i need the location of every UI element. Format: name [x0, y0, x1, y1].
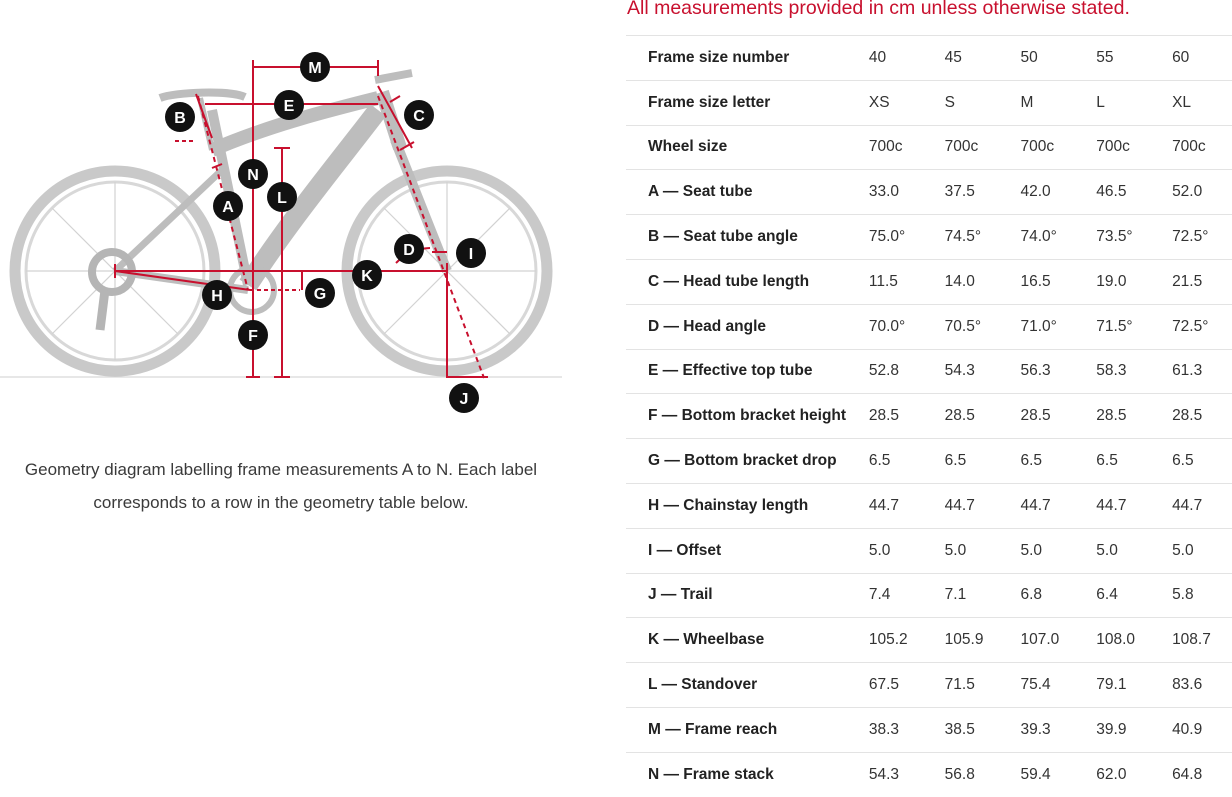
- callout-c: [404, 100, 434, 130]
- row-value: 44.7: [1172, 483, 1232, 528]
- geometry-row: [626, 125, 1232, 170]
- svg-text:F: F: [248, 328, 258, 345]
- row-value: 700c: [1020, 125, 1096, 170]
- row-value: 105.9: [945, 618, 1021, 663]
- row-value: 105.2: [869, 618, 945, 663]
- row-value: 50: [1020, 36, 1096, 81]
- row-value: 75.4: [1020, 663, 1096, 708]
- row-value: 6.5: [1172, 439, 1232, 484]
- geometry-row: [626, 483, 1232, 528]
- row-value: 19.0: [1096, 259, 1172, 304]
- row-value: XS: [869, 80, 945, 125]
- row-value: 42.0: [1020, 170, 1096, 215]
- row-value: 5.0: [1172, 528, 1232, 573]
- row-value: 6.5: [1020, 439, 1096, 484]
- geometry-row: [626, 439, 1232, 484]
- row-value: 61.3: [1172, 349, 1232, 394]
- row-value: 74.5°: [945, 215, 1021, 260]
- geometry-row: [626, 215, 1232, 260]
- row-value: S: [945, 80, 1021, 125]
- row-value: 700c: [869, 125, 945, 170]
- callout-n: [238, 159, 268, 189]
- svg-text:K: K: [361, 268, 373, 285]
- callout-m: [300, 52, 330, 82]
- row-value: 55: [1096, 36, 1172, 81]
- geometry-diagram-panel: [0, 0, 600, 781]
- row-label: J — Trail: [626, 573, 869, 618]
- row-value: 70.0°: [869, 304, 945, 349]
- callout-e: [274, 90, 304, 120]
- geometry-row: [626, 573, 1232, 618]
- row-value: 40.9: [1172, 707, 1232, 752]
- row-label: G — Bottom bracket drop: [626, 439, 869, 484]
- bike-geometry-diagram: [0, 30, 570, 420]
- geometry-table: [626, 35, 1232, 797]
- svg-text:M: M: [308, 60, 321, 77]
- row-value: 5.0: [1096, 528, 1172, 573]
- row-value: 60: [1172, 36, 1232, 81]
- svg-text:C: C: [413, 108, 425, 125]
- diagram-caption: [0, 453, 562, 519]
- callout-k: [352, 260, 382, 290]
- svg-text:E: E: [284, 98, 295, 115]
- row-value: 54.3: [945, 349, 1021, 394]
- row-value: 52.0: [1172, 170, 1232, 215]
- geometry-row: [626, 36, 1232, 81]
- row-value: 6.5: [1096, 439, 1172, 484]
- geometry-row: [626, 170, 1232, 215]
- row-value: 79.1: [1096, 663, 1172, 708]
- row-value: 46.5: [1096, 170, 1172, 215]
- row-value: 700c: [945, 125, 1021, 170]
- geometry-row: [626, 707, 1232, 752]
- callout-j: [449, 383, 479, 413]
- row-value: 5.0: [945, 528, 1021, 573]
- row-value: 7.4: [869, 573, 945, 618]
- row-value: 40: [869, 36, 945, 81]
- geometry-row: [626, 752, 1232, 797]
- row-value: 73.5°: [1096, 215, 1172, 260]
- row-value: 5.0: [869, 528, 945, 573]
- row-value: 16.5: [1020, 259, 1096, 304]
- row-value: 37.5: [945, 170, 1021, 215]
- caption-line-1: Geometry diagram labelling frame measurements A to N. Each label: [0, 453, 562, 486]
- row-value: 14.0: [945, 259, 1021, 304]
- svg-text:H: H: [211, 288, 223, 305]
- geometry-row: [626, 618, 1232, 663]
- svg-text:I: I: [469, 246, 473, 263]
- callout-d: [394, 234, 424, 264]
- row-value: 28.5: [1172, 394, 1232, 439]
- row-value: 70.5°: [945, 304, 1021, 349]
- row-value: 33.0: [869, 170, 945, 215]
- row-value: 108.0: [1096, 618, 1172, 663]
- callout-l: [267, 182, 297, 212]
- row-label: E — Effective top tube: [626, 349, 869, 394]
- geometry-row: [626, 528, 1232, 573]
- callout-b: [165, 102, 195, 132]
- row-value: 39.3: [1020, 707, 1096, 752]
- geometry-row: [626, 80, 1232, 125]
- row-value: 83.6: [1172, 663, 1232, 708]
- derailleur: [100, 290, 105, 330]
- row-label: B — Seat tube angle: [626, 215, 869, 260]
- handlebar: [375, 73, 412, 80]
- row-value: 71.0°: [1020, 304, 1096, 349]
- row-value: 72.5°: [1172, 304, 1232, 349]
- row-value: 62.0: [1096, 752, 1172, 797]
- row-value: 56.8: [945, 752, 1021, 797]
- row-value: 71.5: [945, 663, 1021, 708]
- row-label: Frame size number: [626, 36, 869, 81]
- row-label: A — Seat tube: [626, 170, 869, 215]
- callout-g: [305, 278, 335, 308]
- row-value: 38.3: [869, 707, 945, 752]
- svg-text:A: A: [222, 199, 234, 216]
- callout-a: [213, 191, 243, 221]
- row-label: I — Offset: [626, 528, 869, 573]
- row-value: 6.5: [945, 439, 1021, 484]
- row-value: 28.5: [1020, 394, 1096, 439]
- svg-text:L: L: [277, 190, 287, 207]
- row-value: 75.0°: [869, 215, 945, 260]
- row-value: 54.3: [869, 752, 945, 797]
- row-value: 44.7: [945, 483, 1021, 528]
- row-value: 11.5: [869, 259, 945, 304]
- row-value: 6.8: [1020, 573, 1096, 618]
- row-value: XL: [1172, 80, 1232, 125]
- callout-h: [202, 280, 232, 310]
- svg-text:J: J: [460, 391, 469, 408]
- row-value: 5.8: [1172, 573, 1232, 618]
- geometry-table-body: [626, 36, 1232, 797]
- row-value: 108.7: [1172, 618, 1232, 663]
- callout-f: [238, 320, 268, 350]
- row-value: 58.3: [1096, 349, 1172, 394]
- geometry-row: [626, 259, 1232, 304]
- row-value: 21.5: [1172, 259, 1232, 304]
- row-value: 5.0: [1020, 528, 1096, 573]
- row-value: 44.7: [1020, 483, 1096, 528]
- row-value: L: [1096, 80, 1172, 125]
- row-value: 28.5: [869, 394, 945, 439]
- row-value: 67.5: [869, 663, 945, 708]
- row-label: Wheel size: [626, 125, 869, 170]
- row-value: 700c: [1096, 125, 1172, 170]
- svg-text:N: N: [247, 167, 259, 184]
- geometry-row: [626, 304, 1232, 349]
- row-value: 28.5: [1096, 394, 1172, 439]
- row-label: M — Frame reach: [626, 707, 869, 752]
- row-value: 59.4: [1020, 752, 1096, 797]
- row-value: 64.8: [1172, 752, 1232, 797]
- row-value: 72.5°: [1172, 215, 1232, 260]
- geometry-row: [626, 394, 1232, 439]
- row-value: 74.0°: [1020, 215, 1096, 260]
- row-value: 6.4: [1096, 573, 1172, 618]
- row-label: F — Bottom bracket height: [626, 394, 869, 439]
- saddle: [160, 93, 245, 98]
- row-value: 71.5°: [1096, 304, 1172, 349]
- row-value: 44.7: [869, 483, 945, 528]
- row-value: 56.3: [1020, 349, 1096, 394]
- row-value: 107.0: [1020, 618, 1096, 663]
- row-label: K — Wheelbase: [626, 618, 869, 663]
- row-label: N — Frame stack: [626, 752, 869, 797]
- row-value: 38.5: [945, 707, 1021, 752]
- row-value: M: [1020, 80, 1096, 125]
- row-value: 7.1: [945, 573, 1021, 618]
- measurement-note: All measurements provided in cm unless otherwise stated.: [627, 0, 1130, 20]
- row-label: Frame size letter: [626, 80, 869, 125]
- row-label: D — Head angle: [626, 304, 869, 349]
- row-value: 28.5: [945, 394, 1021, 439]
- geometry-row: [626, 349, 1232, 394]
- row-value: 44.7: [1096, 483, 1172, 528]
- row-value: 39.9: [1096, 707, 1172, 752]
- geometry-row: [626, 663, 1232, 708]
- svg-text:G: G: [314, 286, 326, 303]
- row-value: 52.8: [869, 349, 945, 394]
- svg-text:D: D: [403, 242, 415, 259]
- row-value: 700c: [1172, 125, 1232, 170]
- caption-line-2: corresponds to a row in the geometry table below.: [0, 486, 562, 519]
- row-label: C — Head tube length: [626, 259, 869, 304]
- row-label: L — Standover: [626, 663, 869, 708]
- row-value: 45: [945, 36, 1021, 81]
- svg-text:B: B: [174, 110, 186, 127]
- row-label: H — Chainstay length: [626, 483, 869, 528]
- row-value: 6.5: [869, 439, 945, 484]
- callout-i: [456, 238, 486, 268]
